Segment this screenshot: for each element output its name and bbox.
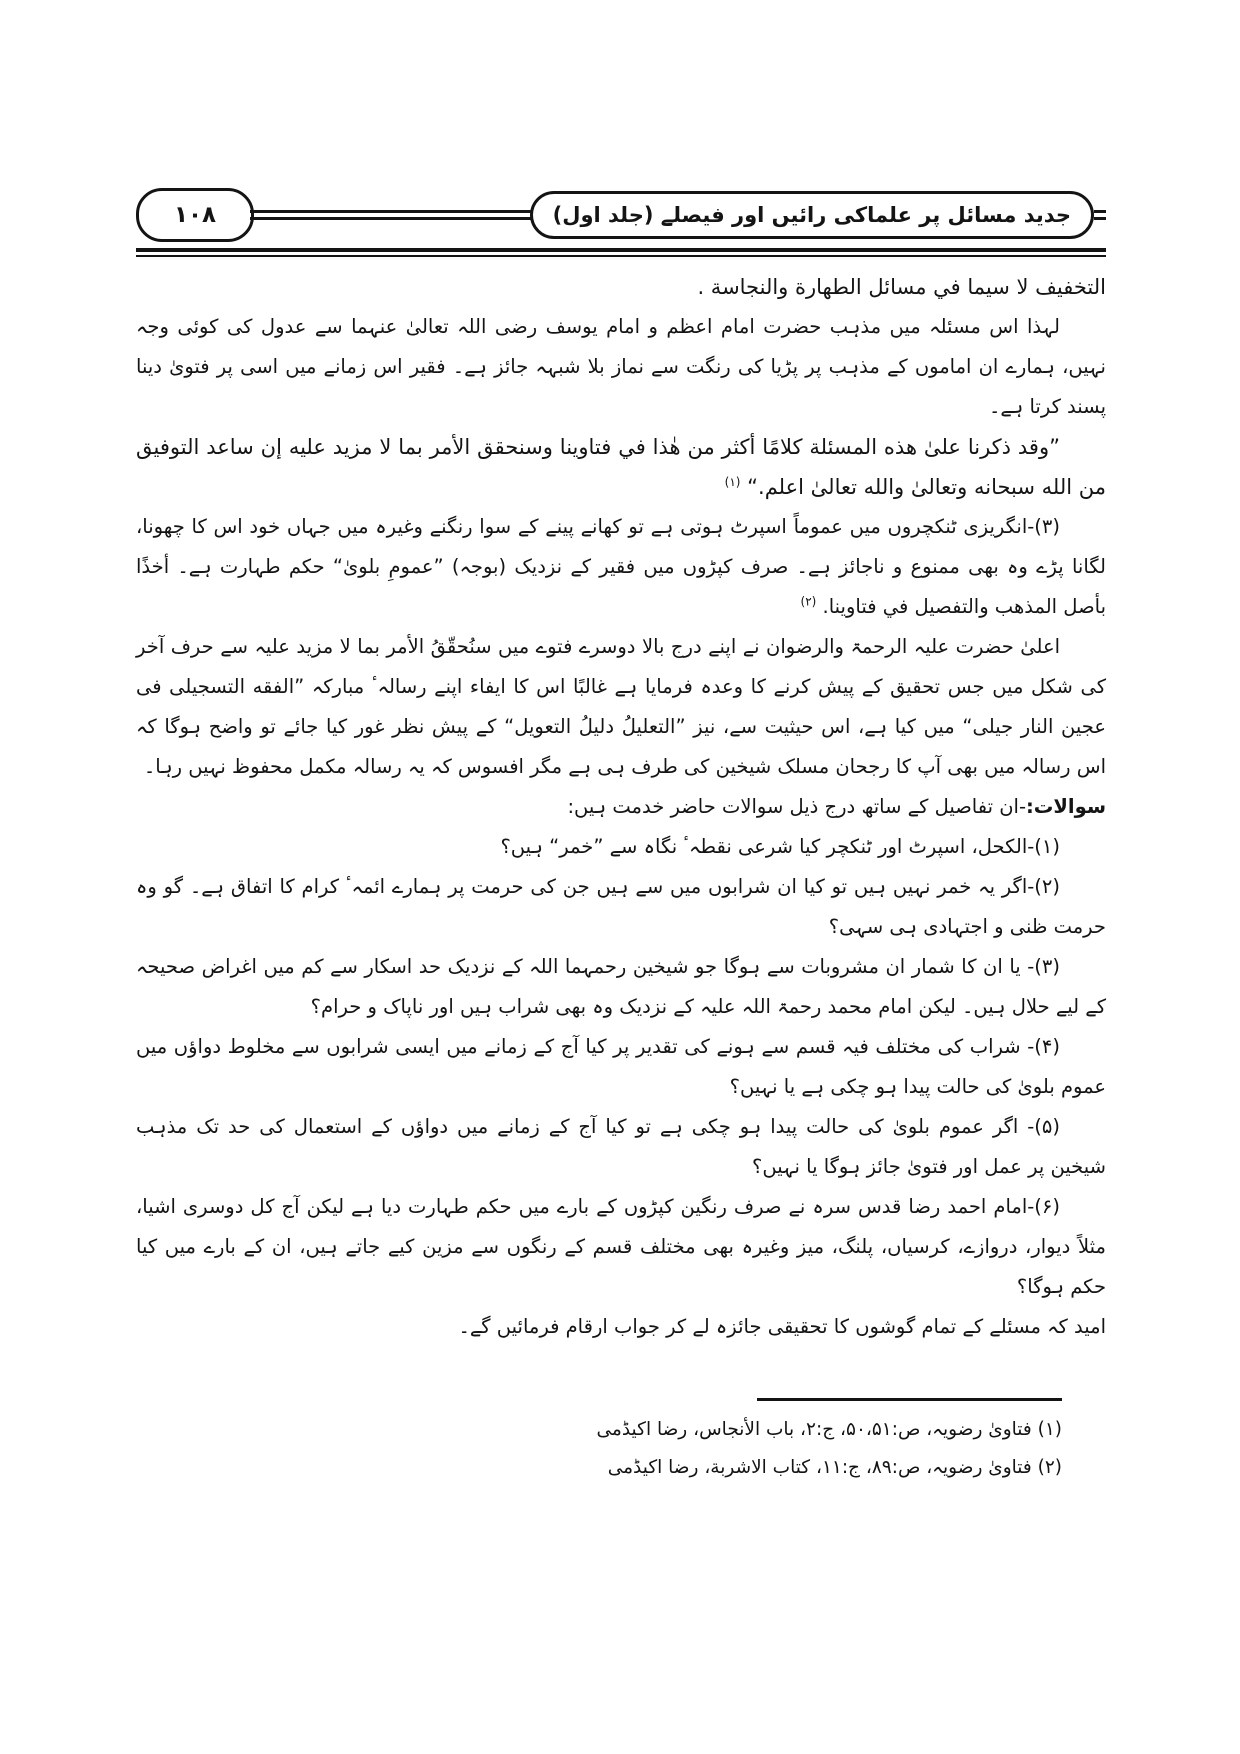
paragraph-ala-hazrat: اعلیٰ حضرت علیہ الرحمۃ والرضوان نے اپنے درج بالا دوسرے فتوے میں سنُحقّقُ الأمر بما لا مزید علیہ سے حرف آخر کی شکل میں جس تحقیق کے پیش کرنے کا وعدہ فرمایا ہے غالبًا اس کا ایفاء اپنے رسالہٴ مبارکہ ”الفقه التسجیلی فی عجین النار جیلی“ میں کیا ہے، اس حیثیت سے، نیز ”التعلیلُ دلیلُ التعویل“ کے پیش نظر غور کیا جائے تو واضح ہوگا کہ اس رسالہ میں بھی آپ کا رجحان مسلک شیخین کی طرف ہی ہے مگر افسوس کہ یہ رسالہ مکمل محفوظ نہیں رہا۔: [136, 635, 1106, 778]
question-2: (۲)-اگر یہ خمر نہیں ہیں تو کیا ان شرابوں میں سے ہیں جن کی حرمت پر ہمارے ائمہٴ کرام کا اتفاق ہے۔ گو وہ حرمت ظنی و اجتہادی ہی سہی؟: [136, 875, 1106, 938]
paragraph-ruling: لہذا اس مسئلہ میں مذہب حضرت امام اعظم و امام یوسف رضی اللہ تعالیٰ عنہما سے عدول کی کوئی وجہ نہیں، ہمارے ان اماموں کے مذہب پر پڑیا کی رنگت سے نماز بلا شبہہ جائز ہے۔ فقیر اس زمانے میں اسی پر فتویٰ دینا پسند کرتا ہے۔: [136, 315, 1106, 418]
page-number-badge: [136, 188, 254, 242]
question-5: (۵)- اگر عموم بلویٰ کی حالت پیدا ہو چکی ہے تو کیا آج کے زمانے میں دواؤں کے استعمال کی حد تک مذہب شیخین پر عمل اور فتویٰ جائز ہوگا یا نہیں؟: [136, 1115, 1106, 1178]
page-number: ۱۰۸: [173, 202, 217, 228]
questions-heading-line: [136, 787, 1106, 827]
footnote-ref-1: (۱): [724, 475, 741, 489]
footnote-1: (۱) فتاویٰ رضویہ، ص:۵۰،۵۱، ج:۲، باب الأنجاس، رضا اکیڈمی: [596, 1419, 1062, 1440]
book-title-badge: [530, 191, 1094, 239]
footnotes-block: [482, 1398, 1062, 1487]
question-6: (۶)-امام احمد رضا قدس سرہ نے صرف رنگین کپڑوں کے بارے میں حکم طہارت دیا ہے لیکن آج کل دوسری اشیا، مثلاً دیوار، دروازے، کرسیاں، پلنگ، میز وغیرہ بھی مختلف قسم کے رنگوں سے مزین کیے جاتے ہیں، ان کے بارے میں کیا حکم ہوگا؟: [136, 1195, 1106, 1298]
page-header: [136, 190, 1106, 240]
question-4: (۴)- شراب کی مختلف فیہ قسم سے ہونے کی تقدیر پر کیا آج کے زمانے میں ایسی شرابوں سے مخلوط دواؤں میں عموم بلویٰ کی حالت پیدا ہو چکی ہے یا نہیں؟: [136, 1035, 1106, 1098]
paragraph-tincture-text: (۳)-انگریزی ٹنکچروں میں عموماً اسپرٹ ہوتی ہے تو کھانے پینے کے سوا رنگنے وغیرہ میں جہاں خود اس کا چھونا، لگانا پڑے وہ بھی ممنوع و ناجائز ہے۔ صرف کپڑوں میں فقیر کے نزدیک (بوجہ) ”عمومِ بلویٰ“ حکم طہارت ہے۔ أخذًا بأصل المذهب والتفصيل في فتاوينا.: [136, 515, 1106, 618]
questions-heading-text: -ان تفاصیل کے ساتھ درج ذیل سوالات حاضر خدمت ہیں:: [567, 795, 1026, 818]
arabic-quotation-text: ”وقد ذكرنا علىٰ هذه المسئلة كلامًا أكثر من هٰذا في فتاوينا وسنحقق الأمر بما لا مزيد عليه إن ساعد التوفيق من الله سبحانه وتعالىٰ والله تعالىٰ اعلم.“: [136, 435, 1106, 499]
question-1: (۱)-الکحل، اسپرٹ اور ٹنکچر کیا شرعی نقطہٴ نگاہ سے ”خمر“ ہیں؟: [500, 835, 1060, 858]
footnote-2: (۲) فتاویٰ رضویہ، ص:۸۹، ج:۱۱، کتاب الاشربة، رضا اکیڈمی: [607, 1457, 1062, 1478]
arabic-continuation-line: التخفيف لا سيما في مسائل الطهارة والنجاسة .: [697, 275, 1106, 299]
paragraph-tincture: [136, 507, 1106, 627]
header-right-line: [1094, 210, 1106, 220]
footnote-separator-rule: [757, 1398, 1062, 1401]
book-title: جدید مسائل پر علماکی رائیں اور فیصلے (جلد اول): [552, 203, 1071, 227]
page-content: [136, 267, 1106, 1347]
arabic-quotation: [136, 427, 1106, 507]
closing-request-line: امید کہ مسئلے کے تمام گوشوں کا تحقیقی جائزہ لے کر جواب ارقام فرمائیں گے۔: [458, 1315, 1106, 1338]
questions-heading: سوالات:: [1026, 795, 1106, 818]
footnote-ref-2: (۲): [800, 594, 817, 609]
question-3: (۳)- یا ان کا شمار ان مشروبات سے ہوگا جو شیخین رحمہما اللہ کے نزدیک حد اسکار سے کم میں اغراض صحیحہ کے لیے حلال ہیں۔ لیکن امام محمد رحمۃ اللہ علیہ کے نزدیک وہ بھی شراب ہیں اور ناپاک و حرام؟: [136, 955, 1106, 1018]
header-connector-line: [250, 210, 534, 220]
header-double-rule: [136, 248, 1106, 257]
